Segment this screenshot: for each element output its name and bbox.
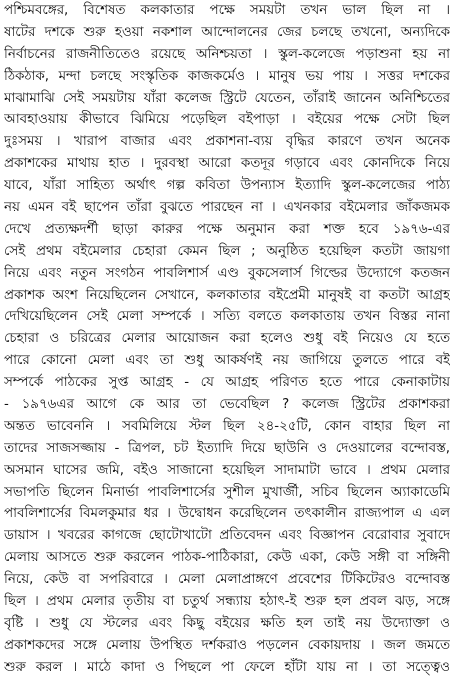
text-line: প্রকাশকের মাথায় হাত । দুরবস্থা আরো কতদূর গড়াবে এবং কোনদিকে নিয়ে bbox=[4, 156, 450, 172]
text-line: তাদের সাজসজ্জায় - ত্রিপল, চট ইত্যাদি দিয়ে ছাউনি ও দেওয়ালের বন্দোবস্ত, bbox=[4, 440, 450, 456]
text-line: শুরু করল । মাঠে কাদা ও পিছলে পা ফেলে হাঁটা যায় না । তা সত্ত্বেও bbox=[4, 659, 450, 675]
text-line: প্রকাশক অংশ নিয়েছিলেন সেখানে, কলকাতার বইপ্রেমী মানুষই বা কতটা আগ্রহ bbox=[4, 287, 450, 303]
text-line: নয় এমন বই ছাপেন তাঁরা বুঝতে পারছেন না । এখনকার বইমেলার জাঁকজমক bbox=[4, 200, 450, 216]
text-line: মেলায় আসতে শুরু করলেন পাঠক-পাঠিকারা, কেউ একা, কেউ সঙ্গী বা সঙ্গিনী bbox=[4, 550, 450, 566]
text-line: প্রকাশকদের সঙ্গে মেলায় উপস্থিত দর্শকরাও পড়লেন বেকায়দায় । জল জমতে bbox=[4, 637, 450, 653]
paragraph bbox=[4, 0, 450, 679]
text-line: অসমান ঘাসের জমি, বইও সাজানো হয়েছিল সাদামাটা ভাবে । প্রথম মেলার bbox=[4, 462, 450, 478]
text-line: সভাপতি ছিলেন মিনার্ভা পাবলিশার্সের সুশীল মুখার্জী, সচিব ছিলেন অ্যাকাডেমি bbox=[4, 484, 450, 500]
text-line: পাবলিশার্সের বিমলকুমার ধর । উদ্বোধন করেছিলেন তৎকালীন রাজ্যপাল এ এল bbox=[4, 506, 450, 522]
text-line: - ১৯৭৬এর আগে কে আর তা ভেবেছিল ? কলেজ স্ট্রিটের প্রকাশকরা bbox=[4, 397, 450, 413]
text-line: ঠিকঠাক, মন্দা চলছে সংস্কৃতিক কাজকর্মেও । মানুষ ভয় পায় । সত্তর দশকের bbox=[4, 68, 450, 84]
text-line: সেই প্রথম বইমেলার চেহারা কেমন ছিল ; অনুষ্ঠিত হয়েছিল কতটা জায়গা bbox=[4, 243, 450, 259]
text-line: নির্বাচনের রাজনীতিতেও রয়েছে অনিশ্চয়তা । স্কুল-কলেজে পড়াশুনা হয় না bbox=[4, 46, 450, 62]
text-line: অন্তত ভাবেননি । সবমিলিয়ে স্টল ছিল ২৪-২৫টি, কোন বাহার ছিল না bbox=[4, 418, 450, 434]
text-line: নিয়ে, কেউ বা সপরিবারে । মেলা মেলাপ্রাঙ্গণে প্রবেশের টিকিটেরও বন্দোবস্ত bbox=[4, 572, 450, 588]
text-line: মাঝামাঝি সেই সময়টায় যাঁরা কলেজ স্ট্রিটে যেতেন, তাঁরাই জানেন অনিশ্চিতের bbox=[4, 90, 450, 106]
text-line: ছিল । প্রথম মেলার তৃতীয় বা চতুর্থ সন্ধ্যায় হঠাৎ-ই শুরু হল প্রবল ঝড়, সঙ্গে bbox=[4, 594, 450, 610]
text-line: বৃষ্টি । শুধু যে স্টলের এবং কিছু বইয়ের ক্ষতি হল তাই নয় উদ্যোক্তা ও bbox=[4, 615, 450, 631]
text-line: আবহাওয়ায় কীভাবে ঝিমিয়ে পড়েছিল বইপাড়া । বইয়ের পক্ষে সেটা ছিল bbox=[4, 112, 450, 128]
text-line: সম্পর্কে পাঠকের সুপ্ত আগ্রহ - যে আগ্রহ পরিণত হতে পারে কেনাকাটায় bbox=[4, 375, 450, 391]
text-line: চেহারা ও চরিত্রের মেলার আয়োজন করা হলেও শুধু বই নিয়েও যে হতে bbox=[4, 331, 450, 347]
text-line: যাবে, যাঁরা সাহিত্য অর্থাৎ গল্প কবিতা উপন্যাস ইত্যাদি স্কুল-কলেজের পাঠ্য bbox=[4, 178, 450, 194]
text-line: দেখে প্রত্যক্ষদর্শী ছাড়া কারুর পক্ষে অনুমান করা শক্ত হবে ১৯৭৬-এর bbox=[4, 221, 450, 237]
text-line: পশ্চিমবঙ্গের, বিশেষত কলকাতার পক্ষে সময়টা তখন ভাল ছিল না । bbox=[4, 3, 450, 18]
text-line: দুঃসময় । খারাপ বাজার এবং প্রকাশনা-ব্যয় বৃদ্ধির কারণে তখন অনেক bbox=[4, 134, 450, 150]
text-line: দেখিয়েছিলেন সেই মেলা সম্পর্কে । সত্যি বলতে কলকাতায় তখন বিস্তর নানা bbox=[4, 309, 450, 325]
text-line: ষাটের দশকে শুরু হওয়া নকশাল আন্দোলনের জের চলছে তখনো, অন্যদিকে bbox=[4, 24, 450, 40]
text-line: নিয়ে এবং নতুন সংগঠন পাবলিশার্স এণ্ড বুকসেলার্স গিল্ডের উদ্যোগে কতজন bbox=[4, 265, 450, 281]
text-line: পারে কোনো মেলা এবং তা শুধু আকর্ষণই নয় জাগিয়ে তুলতে পারে বই bbox=[4, 353, 450, 369]
text-line: ডায়াস । খবরের কাগজে ছোটোখাটো প্রতিবেদন এবং বিজ্ঞাপন বেরোবার সুবাদে bbox=[4, 528, 450, 544]
